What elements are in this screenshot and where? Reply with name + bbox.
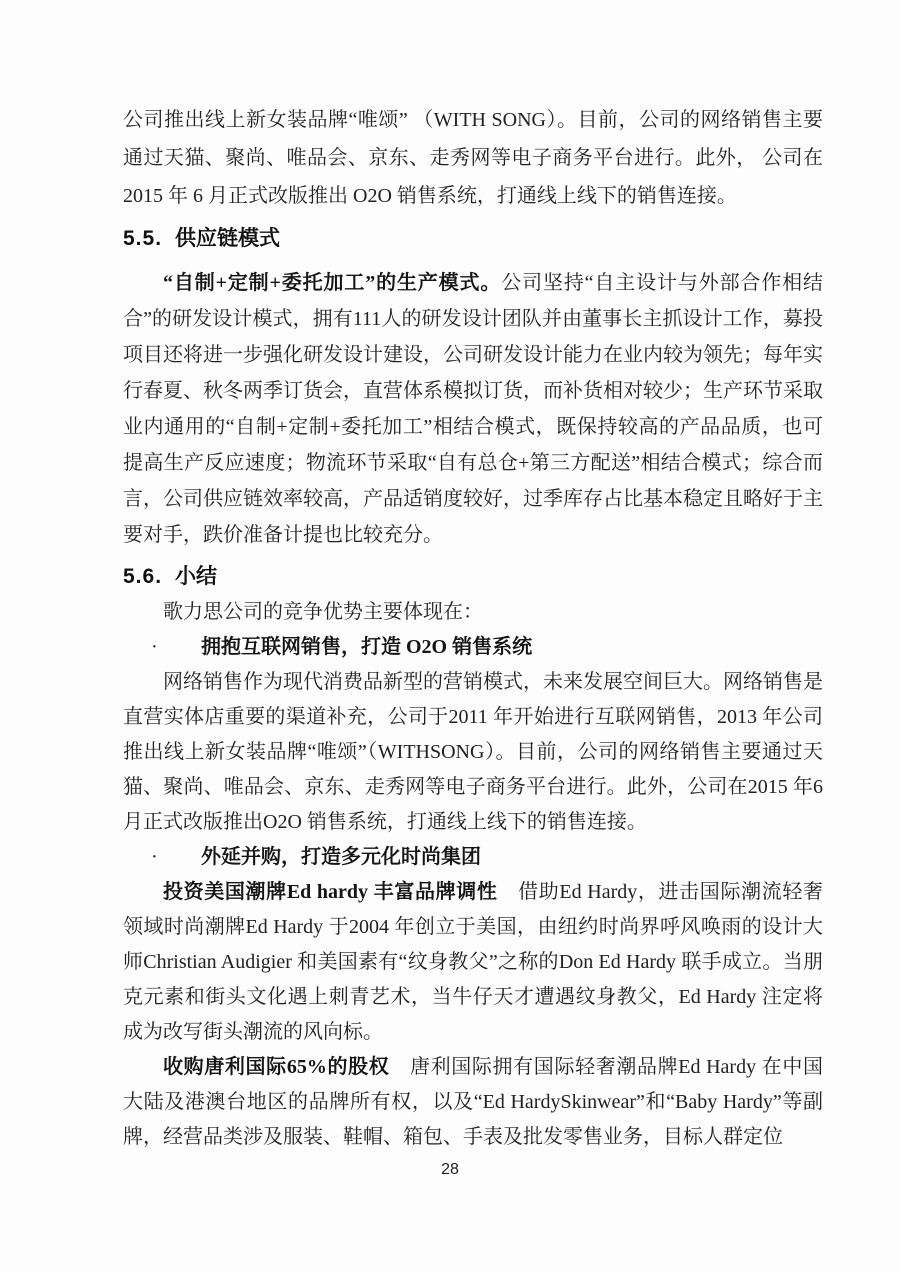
bold-lead-ed-hardy: 投资美国潮牌Ed hardy 丰富品牌调性 [163, 881, 498, 903]
page-number: 28 [441, 1161, 459, 1178]
bold-lead-tangli-equity: 收购唐利国际65%的股权 [163, 1056, 390, 1078]
bullet-dot: · [151, 846, 158, 868]
bullet-item-ma-strategy [123, 840, 823, 875]
paragraph-text: 唐利国际拥有国际轻奢潮品牌Ed Hardy 在中国大陆及港澳台地区的品牌所有权，以及“Ed HardySkinwear”和“Baby Hardy”等副牌，经营品类涉及服装、鞋帽、箱包、手表及批发零售业务，目标人群定位 [123, 1056, 823, 1148]
bullet-dot: · [151, 636, 158, 658]
heading-title: 小结 [175, 565, 218, 588]
bullet-item-online-sales [123, 630, 823, 665]
section-heading-5-5 [123, 221, 823, 257]
paragraph-text: 借助Ed Hardy，进击国际潮流轻奢领域时尚潮牌Ed Hardy 于2004 年创立于美国，由纽约时尚界呼风唤雨的设计大师Christian Audigier 和美国素有“纹身教父”之称的Don Ed Hardy 联手成立。当朋克元素和街头文化遇上刺青艺术，当牛仔天才遭遇纹身教父，Ed Hardy 注定将成为改写街头潮流的风向标。 [123, 881, 823, 1043]
bold-lead-production-mode: “自制+定制+委托加工”的生产模式。 [163, 272, 502, 294]
paragraph-text: 公司坚持“自主设计与外部合作相结合”的研发设计模式，拥有111人的研发设计团队并由董事长主抓设计工作，募投项目还将进一步强化研发设计建设，公司研发设计能力在业内较为领先；每年实行春夏、秋冬两季订货会，直营体系模拟订货，而补货相对较少；生产环节采取业内通用的“自制+定制+委托加工”相结合模式，既保持较高的产品品质，也可提高生产反应速度；物流环节采取“自有总仓+第三方配送”相结合模式；综合而言，公司供应链效率较高，产品适销度较好，过季库存占比基本稳定且略好于主要对手，跌价准备计提也比较充分。 [123, 272, 823, 546]
paragraph-ed-hardy-investment [123, 875, 823, 1050]
paragraph-competitive-advantages-lead: 歌力思公司的竞争优势主要体现在： [163, 601, 483, 623]
heading-number: 5.6. [123, 565, 163, 588]
bullet-label: 外延并购，打造多元化时尚集团 [201, 846, 481, 868]
paragraph-tangli-acquisition [123, 1050, 823, 1155]
paragraph-supply-chain [123, 265, 823, 553]
bullet-label: 拥抱互联网销售，打造 O2O 销售系统 [201, 636, 533, 658]
section-heading-5-6 [123, 559, 823, 595]
heading-title: 供应链模式 [175, 227, 281, 250]
paragraph-intro-continuation: 公司推出线上新女装品牌“唯颂” （WITH SONG）。目前，公司的网络销售主要通过天猫、聚尚、唯品会、京东、走秀网等电子商务平台进行。此外， 公司在 2015 年 6 月正式改版推出 O2O 销售系统，打通线上线下的销售连接。 [123, 109, 823, 207]
heading-number: 5.5. [123, 227, 163, 250]
paragraph-online-sales: 网络销售作为现代消费品新型的营销模式，未来发展空间巨大。网络销售是直营实体店重要的渠道补充，公司于2011 年开始进行互联网销售，2013 年公司推出线上新女装品牌“唯颂”（WITHSONG）。目前，公司的网络销售主要通过天猫、聚尚、唯品会、京东、走秀网等电子商务平台进行。此外，公司在2015 年6 月正式改版推出O2O 销售系统，打通线上线下的销售连接。 [123, 671, 823, 833]
